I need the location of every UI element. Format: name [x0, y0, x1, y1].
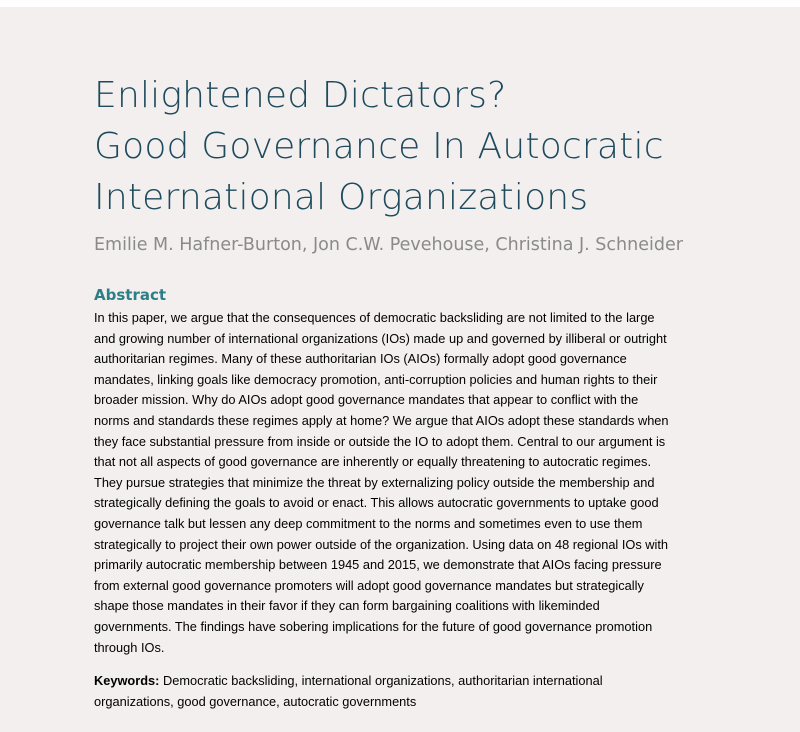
keywords-label: Keywords:: [94, 673, 160, 689]
abstract-body: [94, 308, 706, 658]
abstract-line: shape those mandates in their favor if they can form bargaining coalitions with likeminded: [94, 598, 600, 614]
page-top-strip: [0, 0, 800, 7]
abstract-line: they face substantial pressure from inside or outside the IO to adopt them. Central to our argument is: [94, 433, 666, 449]
abstract-line: governments. The findings have sobering implications for the future of good governance promotion: [94, 618, 653, 634]
abstract-line: norms and standards these regimes apply at home? We argue that AIOs adopt these standards when: [94, 412, 669, 428]
keywords-line: [94, 671, 706, 692]
abstract-line: strategically defining the goals to avoid or enact. This allows autocratic governments to uptake good: [94, 495, 659, 511]
paper-page: [94, 70, 706, 712]
abstract-line: In this paper, we argue that the consequences of democratic backsliding are not limited to the large: [94, 310, 655, 325]
abstract-line: They pursue strategies that minimize the threat by externalizing policy outside the membership and: [94, 474, 655, 490]
abstract-line: primarily autocratic membership between 1945 and 2015, we demonstrate that AIOs facing pressure: [94, 557, 662, 573]
title-line: Enlightened Dictators?: [94, 75, 507, 116]
abstract-line: from external good governance promoters will adopt good governance mandates but strategically: [94, 577, 644, 593]
author-list: Emilie M. Hafner-Burton, Jon C.W. Pevehouse, Christina J. Schneider: [94, 235, 683, 255]
abstract-line: strategically to project their own power outside of the organization. Using data on 48 regional IOs with: [94, 536, 669, 552]
title-line: Good Governance In Autocratic: [94, 126, 664, 167]
abstract-line: and growing number of international organizations (IOs) made up and governed by illiberal or outright: [94, 330, 667, 346]
keywords-line: organizations, good governance, autocratic governments: [94, 693, 417, 709]
abstract-line: broader mission. Why do AIOs adopt good governance mandates that appear to conflict with the: [94, 392, 639, 408]
abstract-line: authoritarian regimes. Many of these authoritarian IOs (AIOs) formally adopt good governance: [94, 351, 627, 367]
keywords-text: Democratic backsliding, international organizations, authoritarian international: [159, 673, 603, 689]
abstract-line: that not all aspects of good governance are inherently or equally threatening to autocratic regimes.: [94, 454, 652, 470]
abstract-heading: Abstract: [94, 286, 167, 304]
abstract-line: governance talk but lessen any deep commitment to the norms and sometimes even to use them: [94, 515, 643, 531]
keywords-block: [94, 671, 706, 712]
title-line: International Organizations: [94, 177, 589, 218]
abstract-line: through IOs.: [94, 639, 165, 655]
paper-title: [94, 70, 706, 223]
abstract-line: mandates, linking goals like democracy promotion, anti-corruption policies and human rights to their: [94, 371, 658, 387]
